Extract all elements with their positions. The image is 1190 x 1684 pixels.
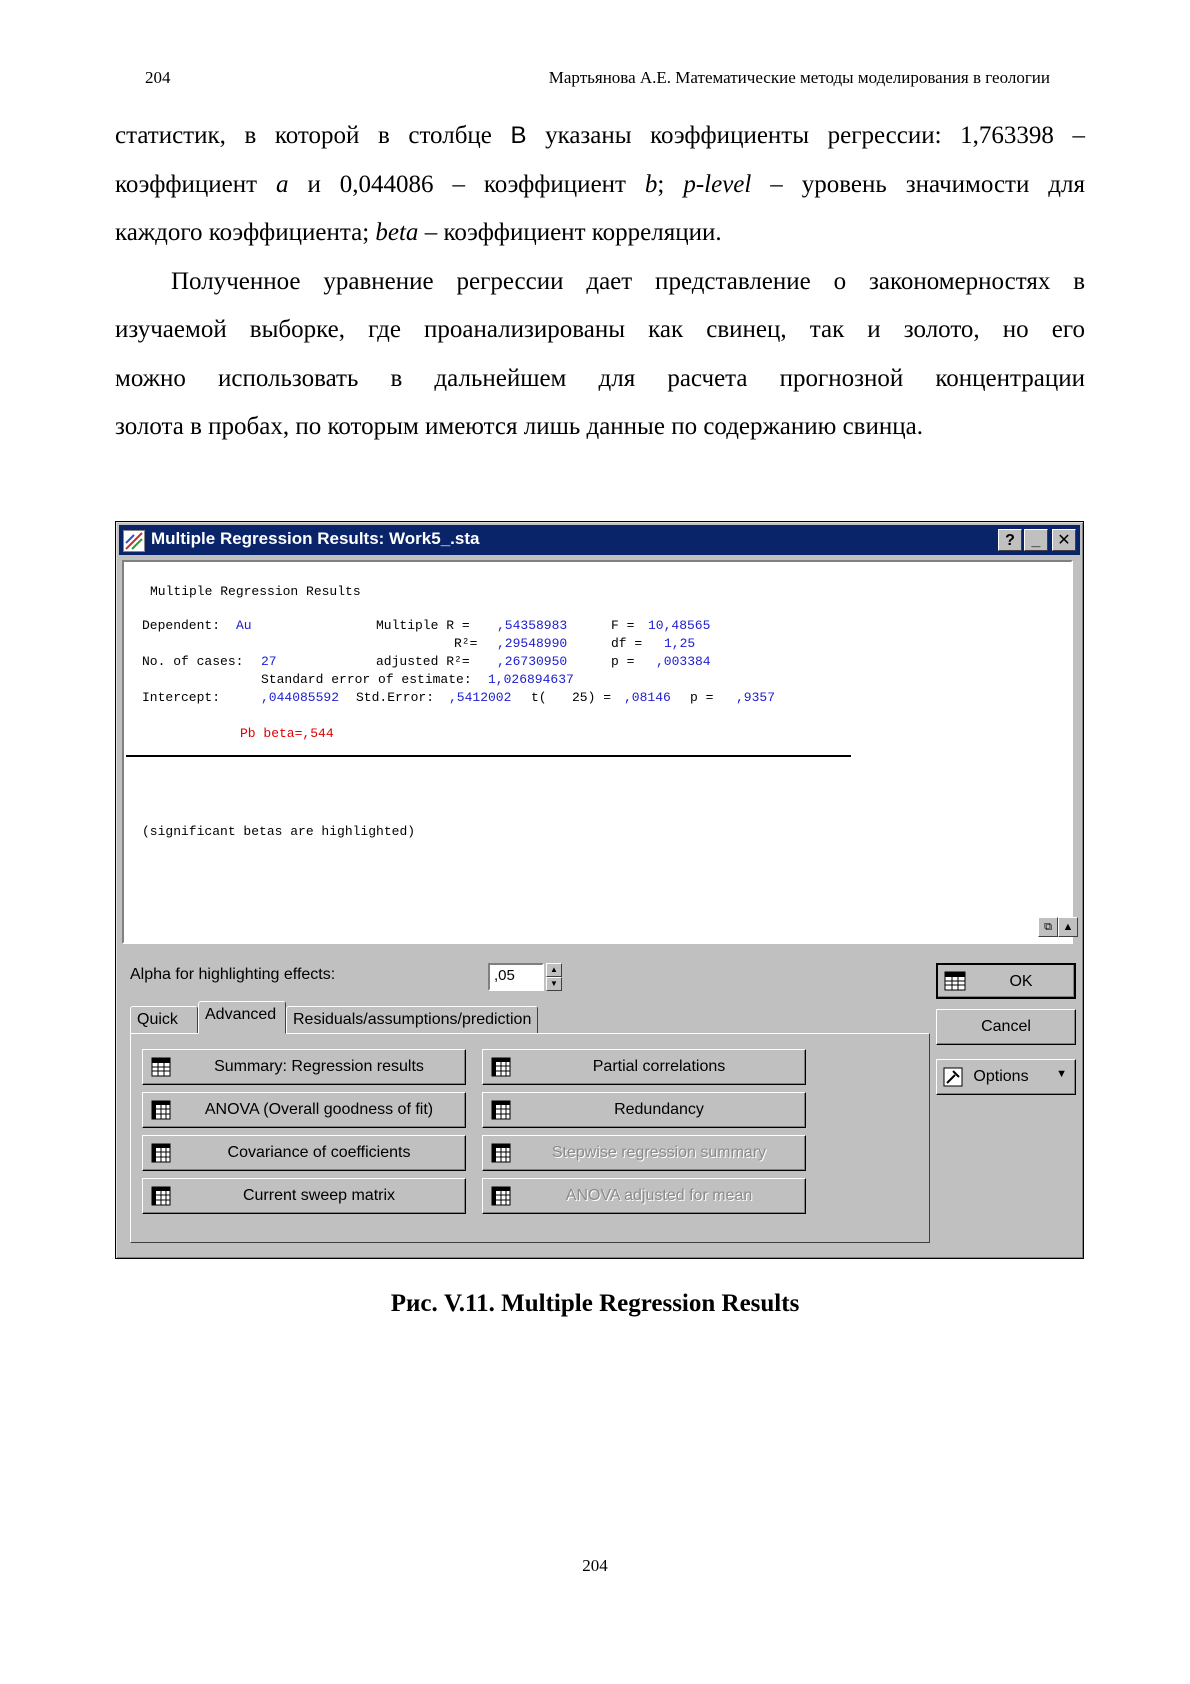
intercept-value: ,044085592 [261,690,340,705]
t-label: t( [531,690,547,705]
results-heading: Multiple Regression Results [150,584,361,599]
close-button[interactable]: ✕ [1052,529,1076,551]
paragraph2-line2: изучаемой выборке, где проанализированы как свинец, так и золото, но его [115,316,1085,343]
tab-advanced[interactable]: Advanced [198,1001,286,1034]
paragraph2-line4: золота в пробах, по которым имеются лишь данные по содержанию свинца. [115,413,923,440]
p-label: p = [611,654,635,669]
spreadsheet-icon [491,1100,511,1120]
p-value: ,003384 [656,654,711,669]
spreadsheet-icon [491,1143,511,1163]
options-button[interactable]: Options ▼ [936,1059,1076,1095]
tab-quick[interactable]: Quick [130,1006,198,1034]
alpha-spinner[interactable] [546,963,562,991]
dependent-label: Dependent: [142,618,221,633]
ok-button[interactable]: OK [936,963,1076,999]
alpha-input[interactable]: ,05 [488,963,544,991]
adjusted-r2-value: ,26730950 [497,654,568,669]
spreadsheet-icon [491,1186,511,1206]
t-df: 25) = [572,690,612,705]
column-b-letter: B [510,122,527,149]
redundancy-button[interactable]: Redundancy [482,1092,806,1128]
f-value: 10,48565 [648,618,711,633]
dropdown-arrow-icon: ▼ [1056,1068,1067,1080]
p2-label: p = [690,690,714,705]
paragraph1-line2: коэффициент a и 0,044086 – коэффициент b; p-level – уровень значимости для [115,170,1086,198]
paragraph2-line1: Полученное уравнение регрессии дает представление о закономерностях в [171,267,1085,295]
scroll-up-icon[interactable]: ▲ [1058,917,1078,937]
cancel-button[interactable]: Cancel [936,1009,1076,1045]
multiple-r-value: ,54358983 [497,618,568,633]
summary-regression-button[interactable]: Summary: Regression results [142,1049,466,1085]
covariance-button[interactable]: Covariance of coefficients [142,1135,466,1171]
p2-value: ,9357 [736,690,776,705]
std-error-label: Std.Error: [356,690,435,705]
intercept-label: Intercept: [142,690,221,705]
tab-residuals[interactable]: Residuals/assumptions/prediction [286,1006,538,1034]
f-label: F = [611,618,635,633]
df-label: df = [611,636,643,651]
results-output-area[interactable] [122,560,1073,944]
spin-up-icon[interactable]: ▲ [546,963,562,977]
sweep-matrix-button[interactable]: Current sweep matrix [142,1178,466,1214]
t-value: ,08146 [624,690,671,705]
r2-label: R²= [454,636,478,651]
spin-down-icon[interactable]: ▼ [546,977,562,991]
minimize-button[interactable]: _ [1024,529,1048,551]
stepwise-summary-button[interactable]: Stepwise regression summary [482,1135,806,1171]
spreadsheet-icon [151,1100,171,1120]
std-error-value: ,5412002 [449,690,512,705]
r2-value: ,29548990 [497,636,568,651]
anova-goodness-button[interactable]: ANOVA (Overall goodness of fit) [142,1092,466,1128]
paragraph2-line3: можно использовать в дальнейшем для расчета прогнозной концентрации [115,364,1085,392]
cases-label: No. of cases: [142,654,244,669]
significant-betas-note: (significant betas are highlighted) [142,824,416,839]
statistica-app-icon [123,530,145,552]
header-running-title: Мартьянова А.Е. Математические методы моделирования в геологии [548,68,1050,87]
alpha-label: Alpha for highlighting effects: [130,966,336,983]
anova-adjusted-button[interactable]: ANOVA adjusted for mean [482,1178,806,1214]
summary-table-icon [151,1057,171,1077]
regression-results-window [115,521,1084,1259]
running-header [145,68,1050,92]
help-button[interactable]: ? [998,529,1022,551]
ok-table-icon [944,971,966,991]
window-title: Multiple Regression Results: Work5_.sta [151,529,480,548]
multiple-r-label: Multiple R = [376,618,470,633]
paragraph1-line1: статистик, в которой в столбце B указаны коэффициенты регрессии: 1,763398 – [115,122,1085,149]
figure-caption: Рис. V.11. Multiple Regression Results [390,1290,800,1317]
separator-line [126,755,851,757]
df-value: 1,25 [664,636,696,651]
std-error-estimate-value: 1,026894637 [488,672,574,687]
copy-icon[interactable]: ⧉ [1038,917,1058,937]
body-text [115,112,1085,452]
footer-page-number: 204 [582,1556,608,1575]
adjusted-r2-label: adjusted R²= [376,654,470,669]
window-titlebar[interactable] [119,525,1080,555]
pb-beta-line: Pb beta=,544 [240,726,334,741]
spreadsheet-icon [151,1143,171,1163]
header-page-number: 204 [145,68,171,87]
spreadsheet-icon [151,1186,171,1206]
spreadsheet-icon [491,1057,511,1077]
paragraph1-line3: каждого коэффициента; beta – коэффициент корреляции. [115,219,722,246]
partial-correlations-button[interactable]: Partial correlations [482,1049,806,1085]
cases-value: 27 [261,654,277,669]
std-error-estimate-label: Standard error of estimate: [261,672,472,687]
dependent-value: Au [236,618,252,633]
